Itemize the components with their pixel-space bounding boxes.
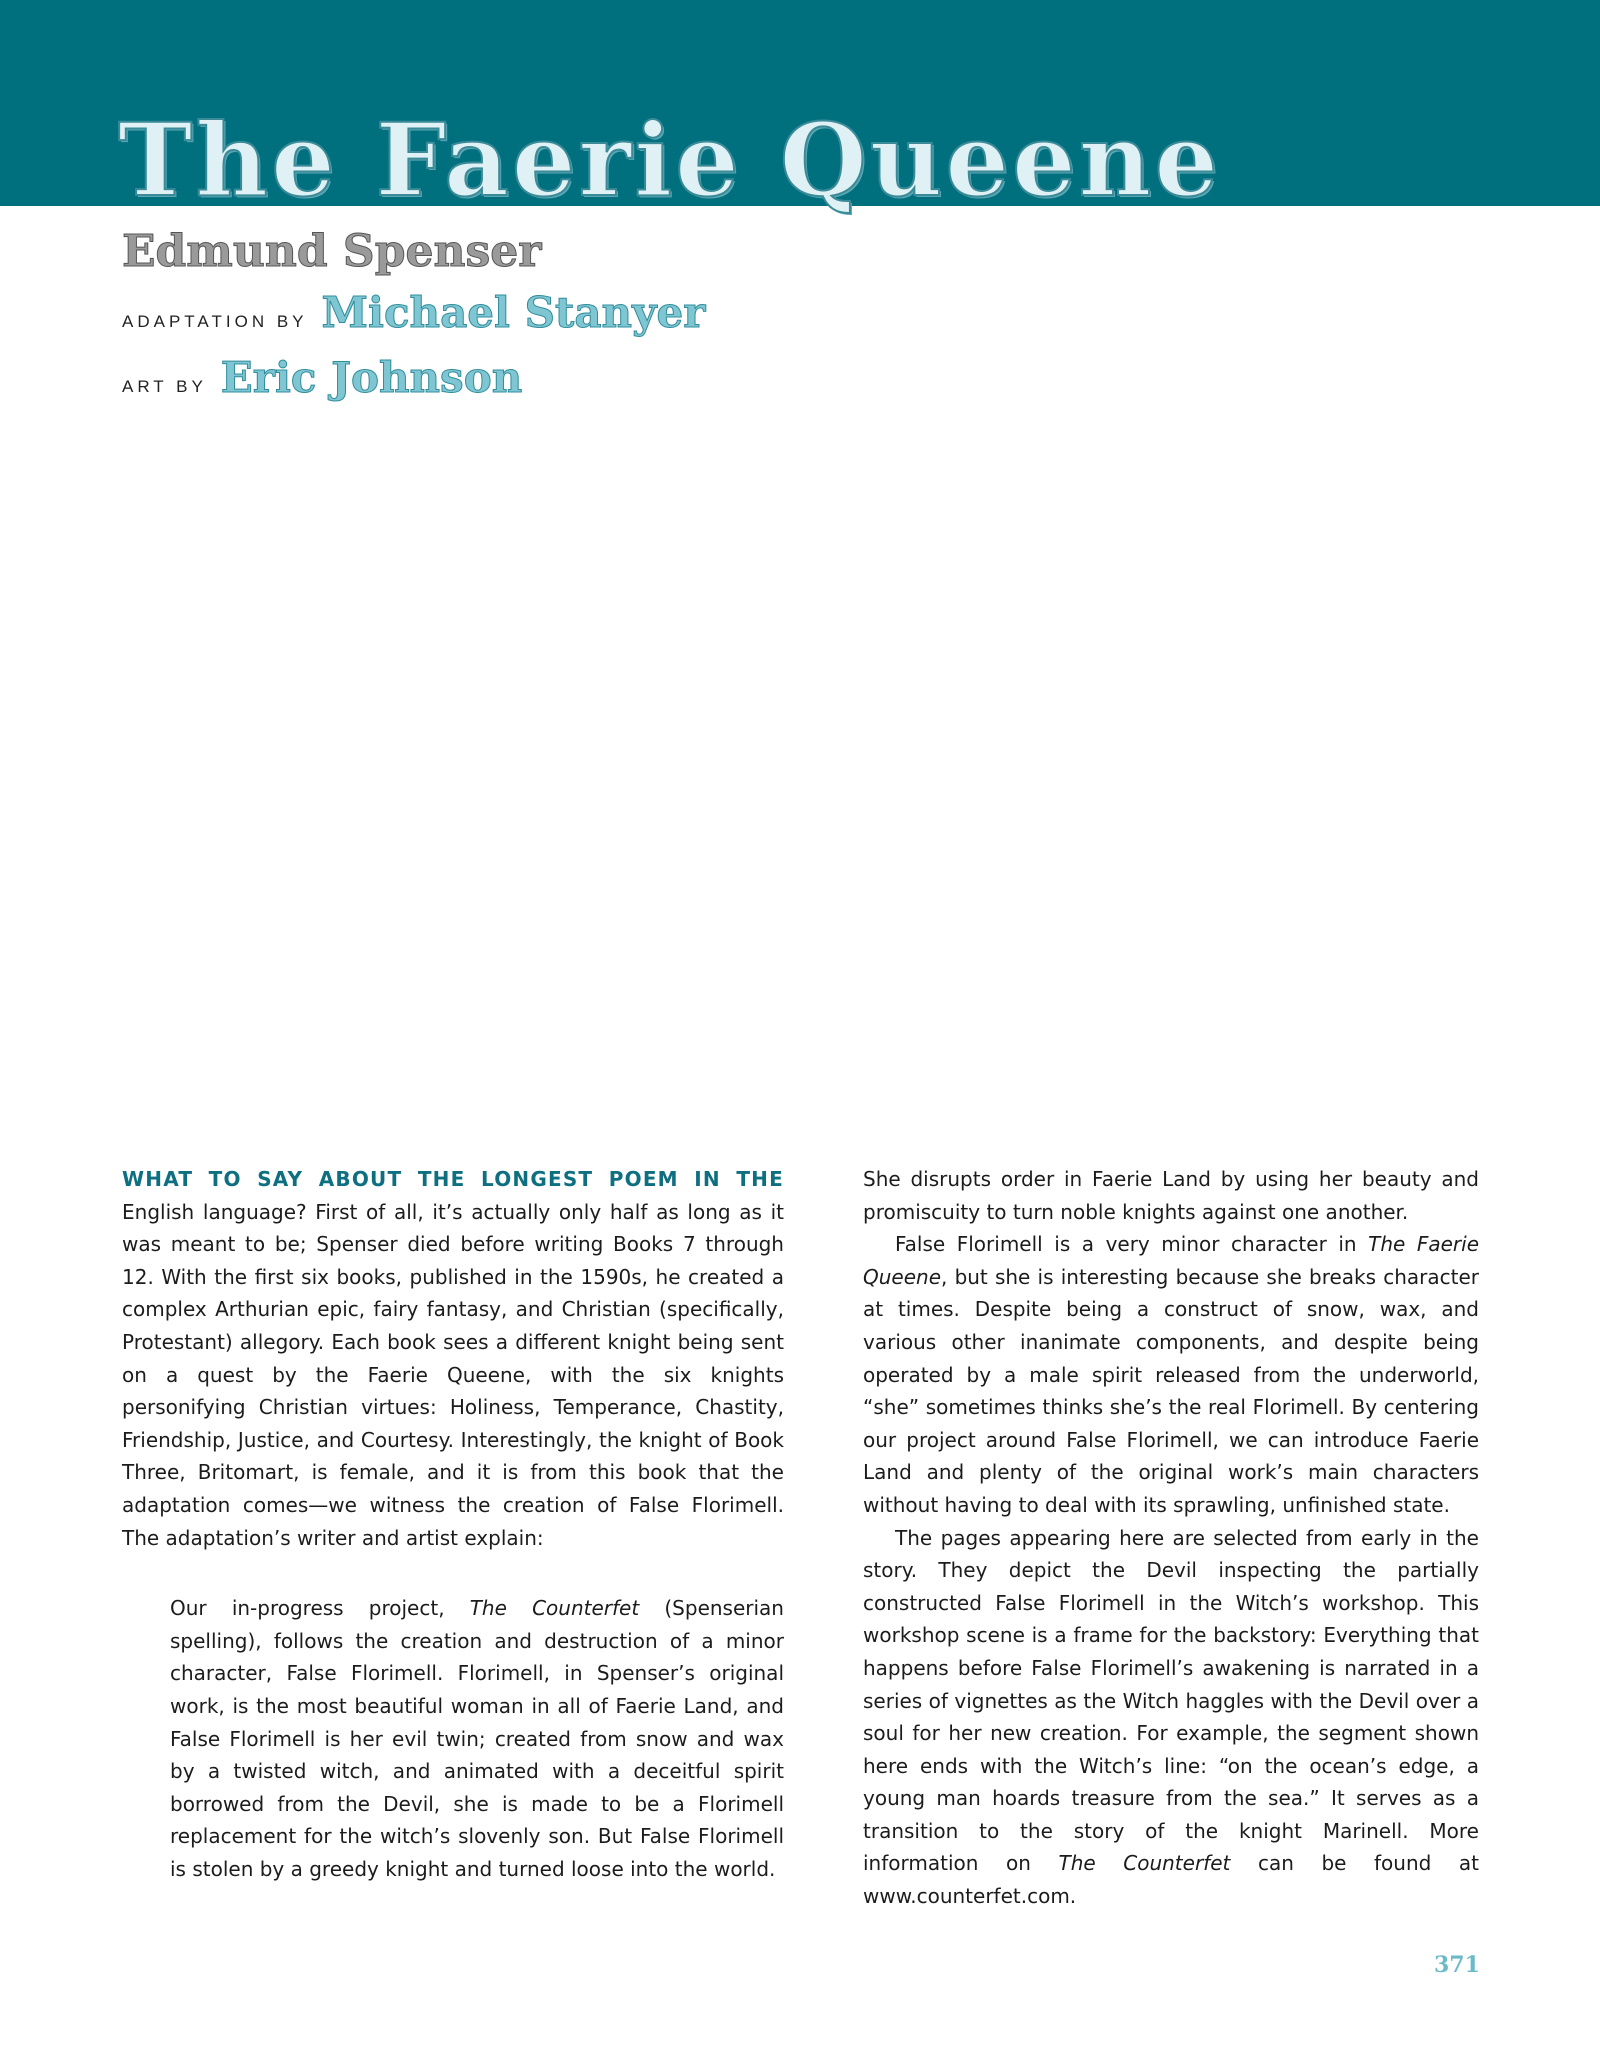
right-column: [863, 1163, 1479, 1913]
left-column: [122, 1163, 784, 1885]
right-paragraph-3: [863, 1522, 1479, 1913]
adapter-name: Michael Stanyer: [321, 288, 706, 337]
art-label: ART BY: [122, 377, 207, 396]
right-paragraph-1: She disrupts order in Faerie Land by using her beauty and promiscuity to turn noble knights against one another.: [863, 1167, 1479, 1224]
artist-name: Eric Johnson: [220, 353, 523, 402]
book-title: The Faerie Queene: [118, 101, 1222, 219]
intro-paragraph: [122, 1163, 784, 1554]
adaptation-label: ADAPTATION BY: [122, 312, 308, 331]
block-quote: [170, 1592, 784, 1885]
adaptation-credit: [122, 288, 706, 337]
intro-lead: WHAT TO SAY ABOUT THE LONGEST POEM IN THE: [122, 1167, 784, 1191]
right-p3-after: can be found at www.counterfet.com.: [863, 1851, 1480, 1909]
author-name: Edmund Spenser: [122, 226, 542, 277]
intro-text: English language? First of all, it’s actually only half as long as it was meant to be; Spenser died before writing Books 7 through 12. With the first six books, published in the 1590s, he created a complex Arthurian epic, fairy fantasy, and Christian (specifically, Protestant) allegory. Each book sees a different knight being sent on a quest by the Faerie Queene, with the six knights personifying Christian virtues: Holiness, Temperance, Chastity, Friendship, Justice, and Courtesy. Interestingly, the knight of Book Three, Britomart, is female, and it is from this book that the adaptation comes—we witness the creation of False Florimell. The adaptation’s writer and artist explain:: [122, 1199, 784, 1550]
quote-text-before: Our in-progress project,: [170, 1596, 470, 1621]
right-p2-title: The Faerie Queene: [863, 1232, 1479, 1289]
page-number: 371: [1434, 1952, 1480, 1978]
right-p3-before: The pages appearing here are selected from early in the story. They depict the Devil inspecting the partially constructed False Florimell in the Witch’s workshop. This workshop scene is a frame for the backstory: Everything that happens before False Florimell’s awakening is narrated in a series of vignettes as the Witch haggles with the Devil over a soul for her new creation. For example, the segment shown here ends with the Witch’s line: “on the ocean’s edge, a young man hoards treasure from the sea.” It serves as a transition to the story of the knight Marinell. More information on: [863, 1525, 1479, 1876]
right-p2-after: , but she is interesting because she breaks character at times. Despite being a construct of snow, wax, and various other inanimate components, and despite being operated by a male spirit released from the underworld, “she” sometimes thinks she’s the real Florimell. By centering our project around False Florimell, we can introduce Faerie Land and plenty of the original work’s main characters without having to deal with its sprawling, unfinished state.: [863, 1264, 1479, 1517]
art-credit: [122, 353, 523, 402]
right-p3-title: The Counterfet: [1058, 1851, 1231, 1876]
right-p2-before: False Florimell is a very minor character in: [895, 1232, 1369, 1257]
quote-text-after: (Spenserian spelling), follows the creation and destruction of a minor character, False Florimell. Florimell, in Spenser’s original work, is the most beautiful woman in all of Faerie Land, and False Florimell is her evil twin; created from snow and wax by a twisted witch, and animated with a deceitful spirit borrowed from the Devil, she is made to be a Florimell replacement for the witch’s slovenly son. But False Florimell is stolen by a greedy knight and turned loose into the world.: [170, 1596, 784, 1881]
quote-title: The Counterfet: [469, 1596, 640, 1621]
right-paragraph-2: [863, 1228, 1479, 1521]
